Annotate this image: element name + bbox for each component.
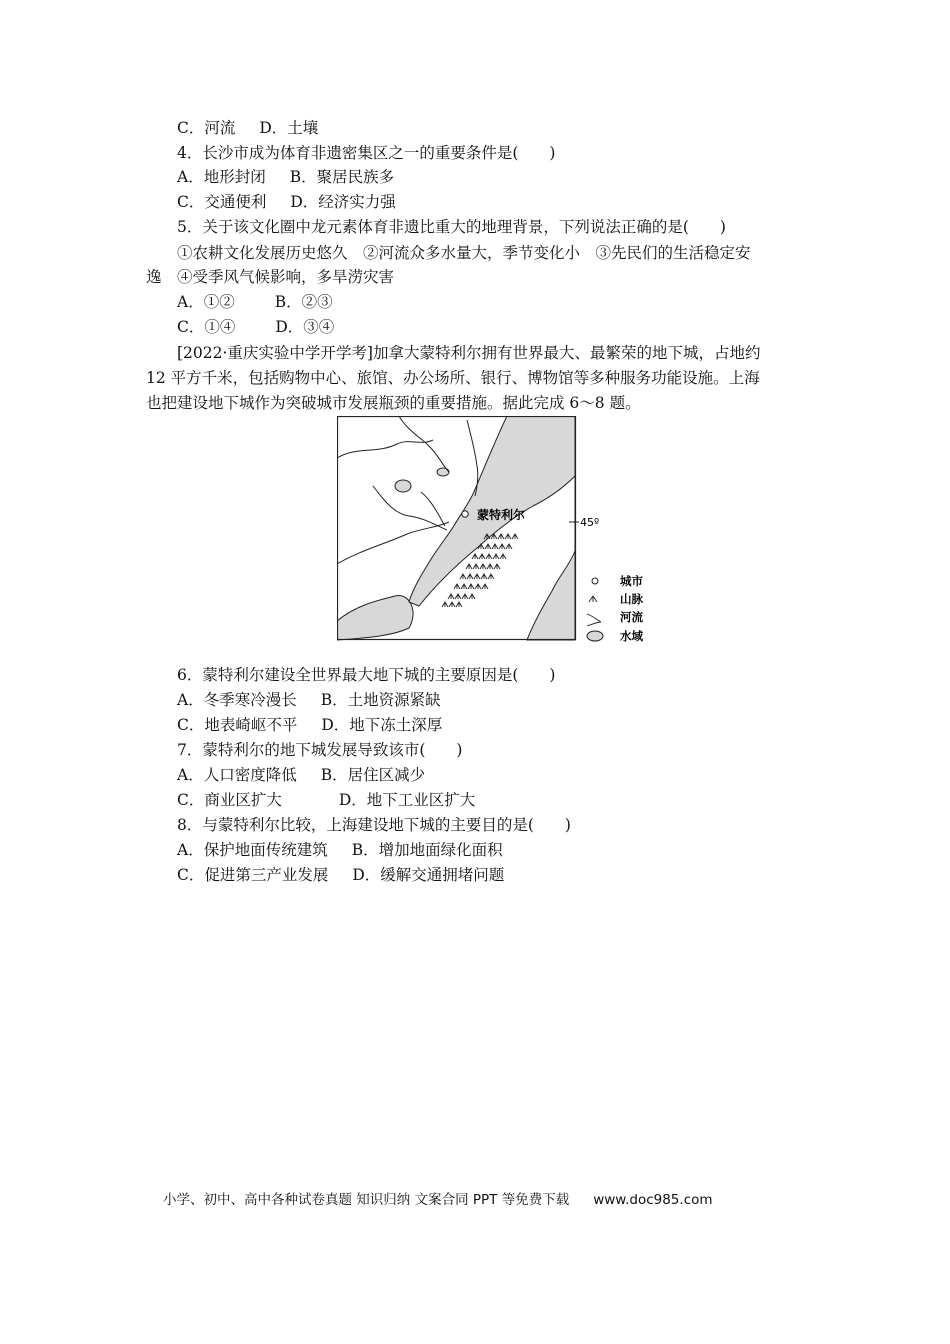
passage-line-1: [2022·重庆实验中学开学考]加拿大蒙特利尔拥有世界最大、最繁荣的地下城，占地约 [177,344,761,362]
mountain-icon [460,574,466,579]
mountain-icon [486,554,492,559]
q4-option-a: A．地形封闭 [177,168,266,186]
mountain-icon [487,564,493,569]
mountain-icon [456,602,462,607]
mountain-icon [454,584,460,589]
mountain-icon [461,584,467,589]
legend-city-icon [592,578,598,584]
q7-option-c: C．商业区扩大 [177,791,282,809]
mountain-icon [485,544,491,549]
q7-stem: 7．蒙特利尔的地下城发展导致该市( ) [177,741,463,759]
latitude-label: 45º [580,516,600,529]
q6-option-c: C．地表崎岖不平 [177,716,298,734]
mountain-icon [455,594,461,599]
q7-options-ab [177,764,425,786]
q6-option-b: B．土地资源紧缺 [320,691,441,709]
montreal-map [337,416,657,646]
q7-option-b: B．居住区减少 [320,766,426,784]
q4-options-ab [177,166,394,188]
city-label-montreal: 蒙特利尔 [477,508,526,522]
mountain-icon [481,574,487,579]
q4-stem: 4．长沙市成为体育非遗密集区之一的重要条件是( ) [177,144,556,162]
legend-river-icon [587,614,601,626]
q8-option-a: A．保护地面传统建筑 [177,841,328,859]
q6-option-d: D．地下冻土深厚 [321,716,443,734]
q5-options-ab [177,291,333,313]
mountain-icon [492,544,498,549]
mountain-icon [449,602,455,607]
q7-options-cd [177,789,475,811]
q5-items-line1: ①农耕文化发展历史悠久 ②河流众多水量大，季节变化小 ③先民们的生活稳定安 [177,244,751,262]
water-body-southwest [337,595,413,640]
mountain-icon [472,554,478,559]
mountain-icon [498,534,504,539]
mountain-icon [494,564,500,569]
q5-option-b: B．②③ [274,293,333,311]
mountain-icon [493,554,499,559]
q5-options-cd [177,316,334,338]
q3-option-d: D．土壤 [259,119,319,137]
q5-option-d: D．③④ [275,318,335,336]
mountain-icon [512,534,518,539]
river-line [399,416,449,472]
q5-stem: 5．关于该文化圈中龙元素体育非遗比重大的地理背景，下列说法正确的是( ) [177,218,726,236]
q4-option-b: B．聚居民族多 [289,168,395,186]
legend-water-icon [587,631,603,641]
q8-options-ab [177,839,503,861]
river-line [467,420,478,496]
mountain-icon [462,594,468,599]
mountain-icon [499,544,505,549]
mountain-icon [442,602,448,607]
q4-options-cd [177,191,396,213]
q3-option-c: C．河流 [177,119,236,137]
legend-mountain-icon [589,596,597,602]
q8-option-b: B．增加地面绿化面积 [351,841,503,859]
q5-option-c: C．①④ [177,318,236,336]
mountain-icon [448,594,454,599]
river-line [337,440,433,458]
mountain-icon [473,564,479,569]
page-footer [163,1190,713,1210]
q6-options-cd [177,714,442,736]
mountain-icon [480,564,486,569]
legend-city-label: 城市 [620,574,643,588]
q8-options-cd [177,864,504,886]
mountain-icon [466,564,472,569]
mountain-icon [482,584,488,589]
q5-option-a: A．①② [177,293,235,311]
mountain-icon [468,584,474,589]
mountain-icon [474,574,480,579]
q4-option-c: C．交通便利 [177,193,267,211]
footer-text: 小学、初中、高中各种试卷真题 知识归纳 文案合同 PPT 等免费下载 [163,1192,570,1208]
q7-option-a: A．人口密度降低 [177,766,297,784]
q5-items-line2: 逸 ④受季风气候影响，多旱涝灾害 [146,268,395,286]
legend-water-label: 水域 [620,629,643,643]
mountain-icon [488,574,494,579]
river-line [421,492,445,526]
mountain-icon [505,534,511,539]
passage-line-3: 也把建设地下城作为突破城市发展瓶颈的重要措施。据此完成 6～8 题。 [146,394,641,412]
q6-options-ab [177,689,441,711]
q8-option-d: D．缓解交通拥堵问题 [352,866,505,884]
q3-options-cd [177,117,318,139]
q8-option-c: C．促进第三产业发展 [177,866,329,884]
city-marker-montreal [462,511,468,517]
q6-stem: 6．蒙特利尔建设全世界最大地下城的主要原因是( ) [177,666,556,684]
river-line [373,486,447,530]
legend-mountain-label: 山脉 [620,592,643,606]
passage-line-2: 12 平方千米，包括购物中心、旅馆、办公场所、银行、博物馆等多种服务功能设施。上海 [146,369,760,387]
q4-option-d: D．经济实力强 [290,193,396,211]
legend-river-label: 河流 [620,610,643,624]
q6-option-a: A．冬季寒冷漫长 [177,691,297,709]
mountain-icon [506,544,512,549]
mountain-icon [475,584,481,589]
mountain-icon [467,574,473,579]
mountain-icon [469,594,475,599]
q8-stem: 8．与蒙特利尔比较，上海建设地下城的主要目的是( ) [177,816,571,834]
footer-url[interactable]: www.doc985.com [593,1192,713,1208]
mountain-icon [500,554,506,559]
mountain-icon [479,554,485,559]
water-body-lake-small [395,480,411,492]
q7-option-d: D．地下工业区扩大 [338,791,476,809]
